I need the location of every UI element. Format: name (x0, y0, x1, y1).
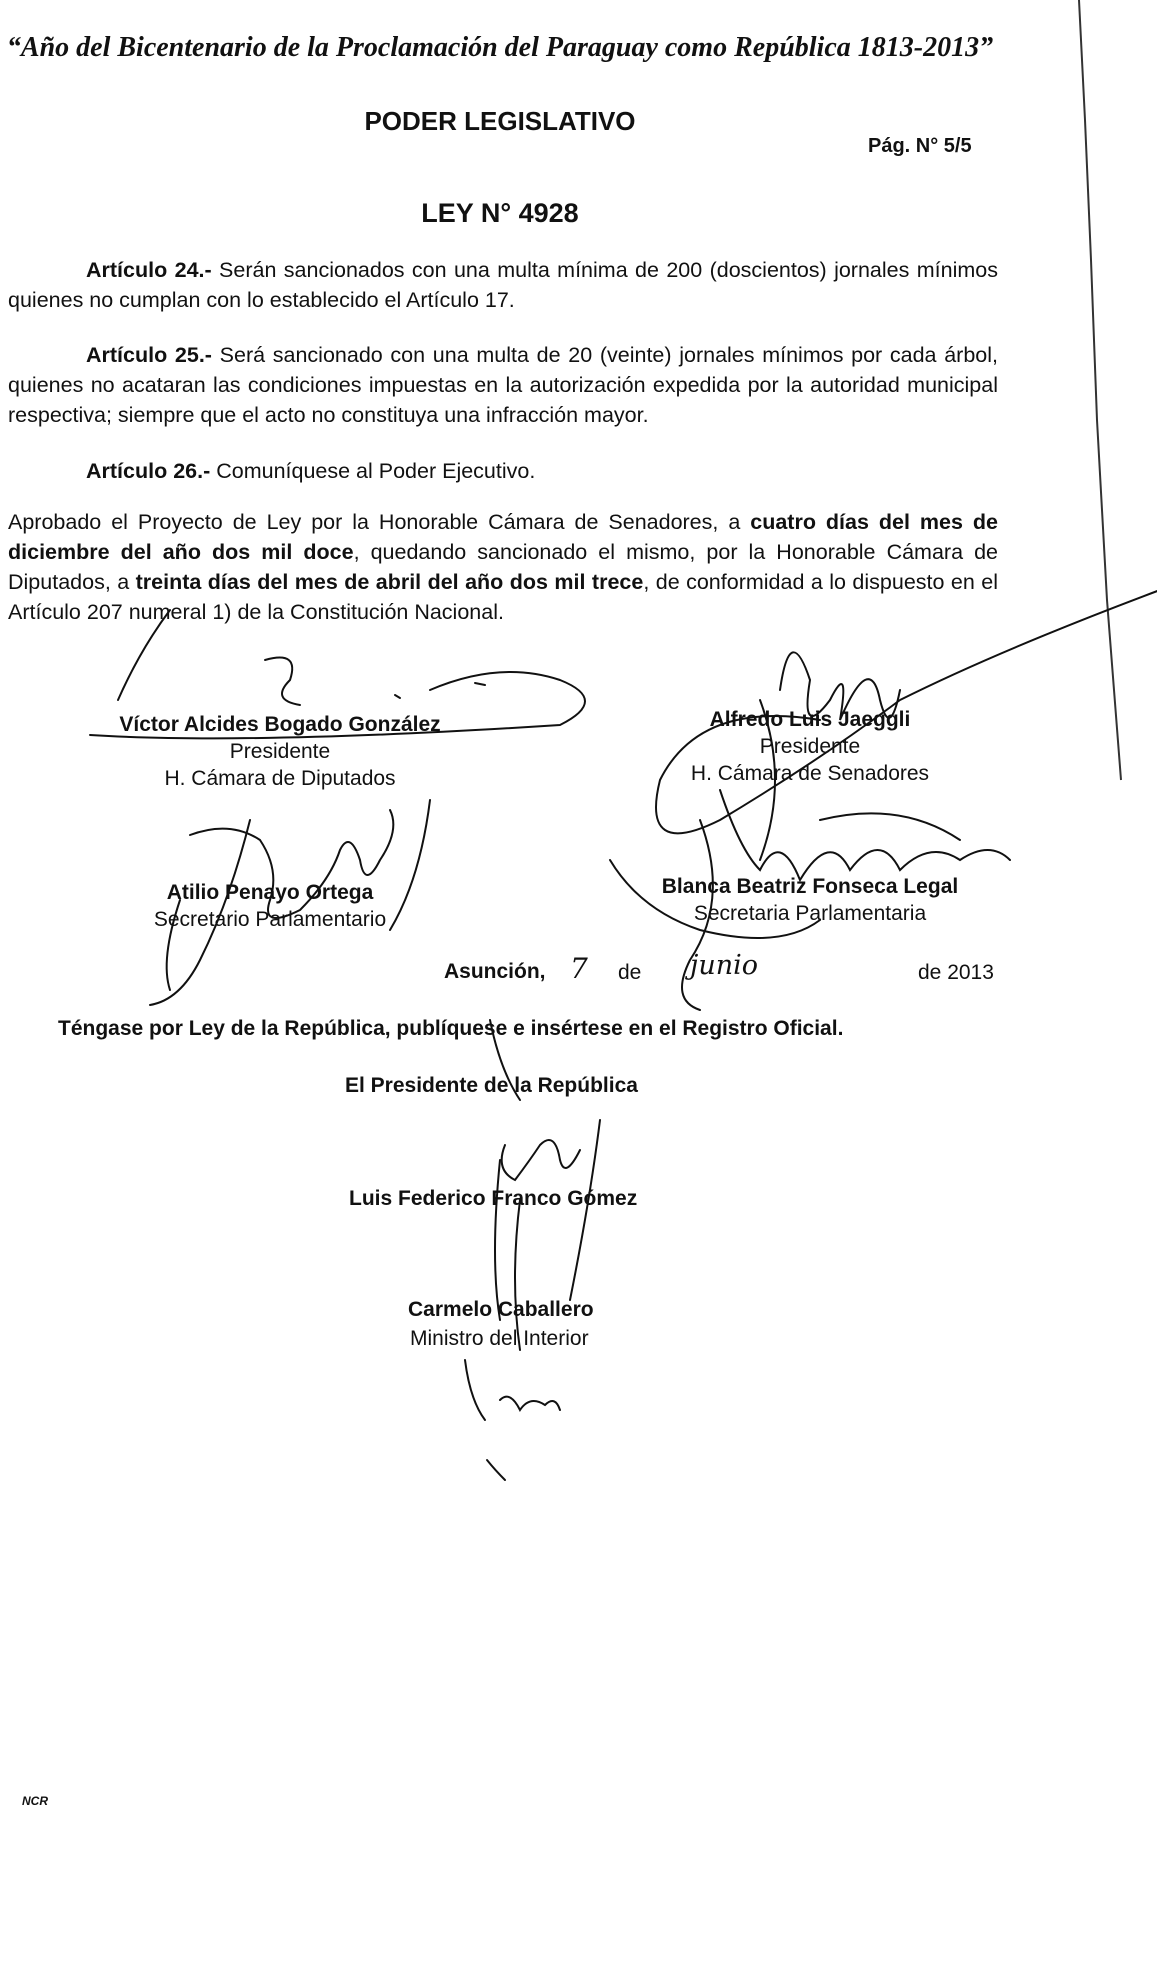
promulgation-de: de (618, 961, 642, 984)
president-name: Luis Federico Franco Gómez (349, 1187, 638, 1210)
motto-header: “Año del Bicentenario de la Proclamación del Paraguay como República 1813-2013” (6, 32, 994, 63)
minister-role: Ministro del Interior (410, 1327, 589, 1350)
signatory-org: H. Cámara de Senadores (690, 762, 930, 785)
signatory-role: Secretario Parlamentario (153, 908, 387, 931)
approval-date-deputies: treinta días del mes de abril del año dos mil trece (135, 570, 644, 594)
promulgation-year: de 2013 (918, 961, 994, 984)
promulgation-order: Téngase por Ley de la República, publíquese e insértese en el Registro Oficial. (58, 1017, 844, 1040)
approval-date-senate: cuatro días del mes de diciembre del año dos mil doce (8, 510, 999, 564)
signature-caballero (465, 1360, 560, 1480)
signatory-role: Presidente (759, 735, 861, 758)
signatory-name: Atilio Penayo Ortega (166, 881, 374, 904)
article-26 (8, 456, 998, 486)
president-title: El Presidente de la República (345, 1074, 638, 1097)
footer-initials: NCR (22, 1794, 48, 1808)
law-number-title: LEY N° 4928 (421, 198, 579, 228)
minister-name: Carmelo Caballero (408, 1298, 594, 1321)
page-edge-artifact (1077, 0, 1157, 790)
signatory-role: Secretaria Parlamentaria (693, 902, 927, 925)
article-text: Comuníquese al Poder Ejecutivo. (210, 459, 536, 483)
promulgation-month-handwritten: junio (690, 950, 759, 981)
page-number: Pág. N° 5/5 (868, 135, 972, 157)
signatory-role: Presidente (229, 740, 331, 763)
signatory-senate-president (630, 706, 990, 787)
signatory-deputies-president (70, 711, 490, 792)
approval-text-2: , quedando sancionado el mismo, por la Honorable Cámara de Diputados, a (8, 540, 998, 594)
article-label: Artículo 25.- (86, 343, 212, 367)
promulgation-place: Asunción, (444, 960, 546, 983)
signatory-deputies-secretary (120, 879, 420, 933)
article-label: Artículo 24.- (86, 258, 212, 282)
signatory-name: Blanca Beatriz Fonseca Legal (661, 875, 959, 898)
issuing-body-title: PODER LEGISLATIVO (364, 106, 636, 136)
approval-text-1: Aprobado el Proyecto de Ley por la Honorable Cámara de Senadores, a (8, 510, 751, 534)
article-25 (8, 340, 998, 430)
article-text: Serán sancionados con una multa mínima de 200 (doscientos) jornales mínimos quienes no cumplan con lo establecido el Artículo 17. (8, 258, 998, 312)
approval-text-3: , de conformidad a lo dispuesto en el Artículo 207 numeral 1) de la Constitución Nacional. (8, 570, 998, 624)
article-text: Será sancionado con una multa de 20 (veinte) jornales mínimos por cada árbol, quienes no acataran las condiciones impuestas en la autorización expedida por la autoridad municipal respectiva; siempre que el acto no constituya una infracción mayor. (8, 343, 998, 427)
signatory-name: Alfredo Luis Jaeggli (709, 708, 911, 731)
signatory-name: Víctor Alcides Bogado González (119, 713, 441, 736)
promulgation-day-handwritten: 7 (570, 952, 588, 985)
signatory-org: H. Cámara de Diputados (164, 767, 396, 790)
article-24 (8, 255, 998, 315)
article-label: Artículo 26.- (86, 459, 211, 483)
approval-paragraph (8, 507, 998, 627)
signatory-senate-secretary (630, 873, 990, 927)
